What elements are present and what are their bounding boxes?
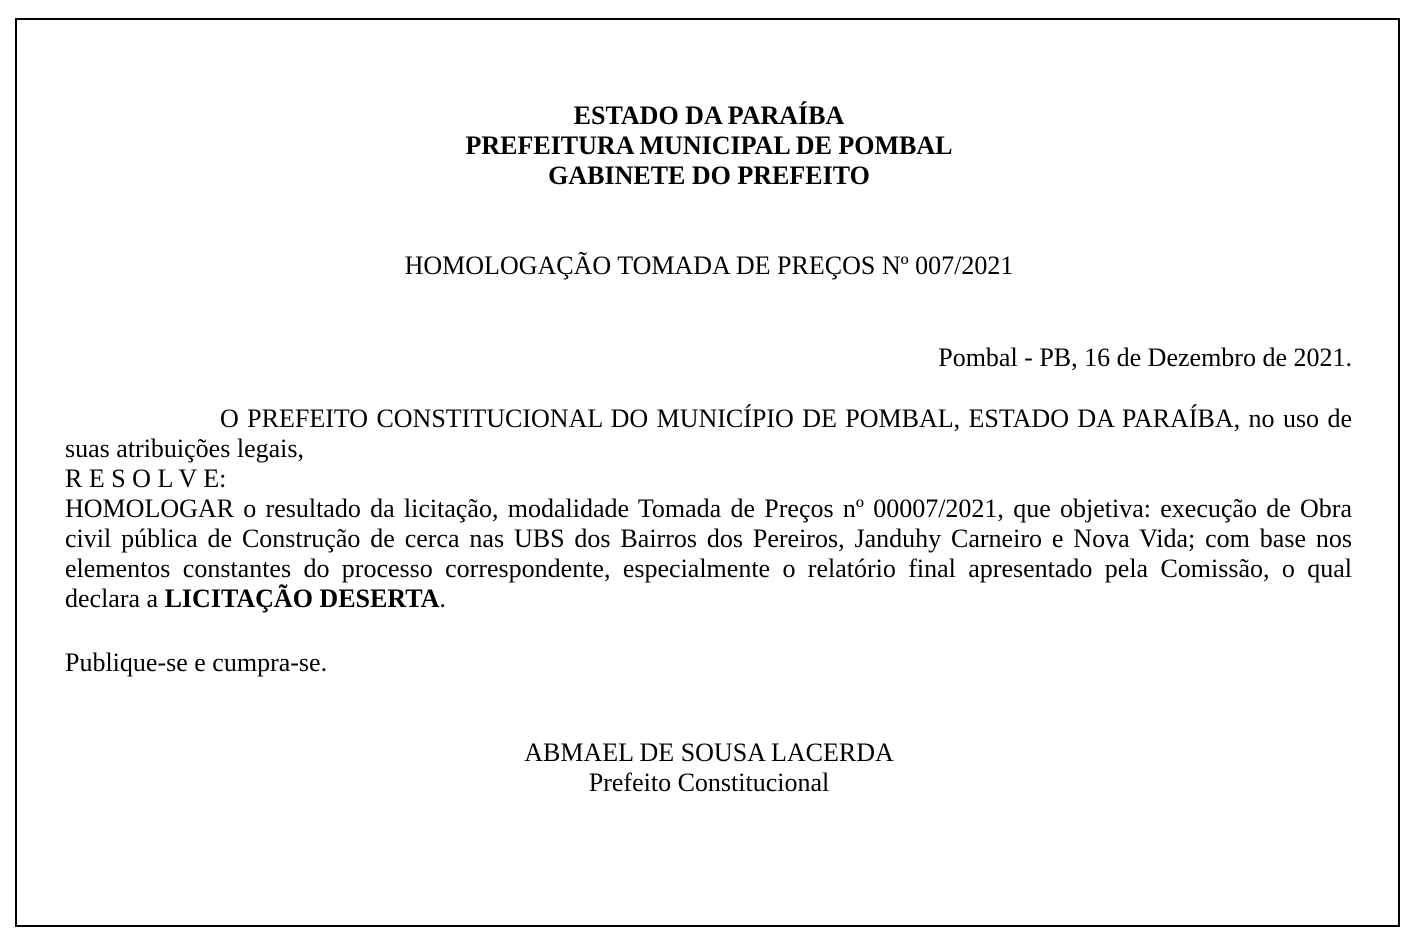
resolve-heading: R E S O L V E: — [65, 464, 227, 493]
deserted-bid-label: LICITAÇÃO DESERTA — [164, 584, 440, 613]
signatory-role: Prefeito Constitucional — [588, 768, 830, 797]
document-body — [65, 404, 1352, 614]
header-state: ESTADO DA PARAÍBA — [573, 101, 845, 130]
main-text: HOMOLOGAR o resultado da licitação, modalidade Tomada de Preços nº 00007/2021, que objetiva: execução de Obra civil pública de Construção de cerca nas UBS dos Bairros dos Pereiros, Janduhy Carneiro e Nova Vida; com base nos elementos constantes do processo correspondente, especialmente o relatório final apresentado pela Comissão, o qual declara a — [65, 494, 1352, 613]
main-text-end: . — [439, 584, 446, 613]
document-title: HOMOLOGAÇÃO TOMADA DE PREÇOS Nº 007/2021 — [404, 251, 1014, 280]
signatory-name: ABMAEL DE SOUSA LACERDA — [524, 738, 894, 767]
header-municipality: PREFEITURA MUNICIPAL DE POMBAL — [465, 131, 953, 160]
main-paragraph — [65, 494, 1352, 614]
header-office: GABINETE DO PREFEITO — [548, 161, 870, 190]
intro-paragraph: O PREFEITO CONSTITUCIONAL DO MUNICÍPIO DE POMBAL, ESTADO DA PARAÍBA, no uso de suas atribuições legais, — [65, 404, 1352, 463]
document-header — [0, 101, 1418, 191]
date-line: Pombal - PB, 16 de Dezembro de 2021. — [938, 343, 1352, 372]
signature-block — [0, 738, 1418, 798]
closing-line: Publique-se e cumpra-se. — [65, 648, 328, 677]
